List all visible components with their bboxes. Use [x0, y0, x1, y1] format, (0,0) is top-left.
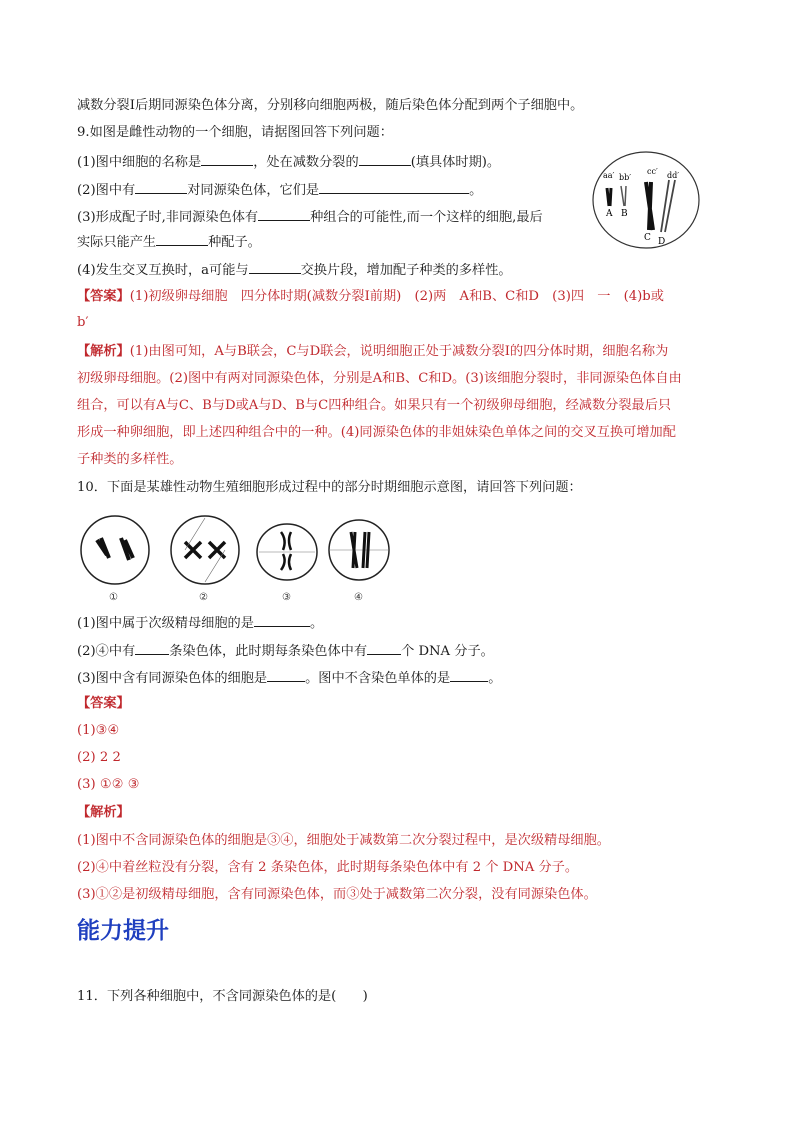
q10-p1-text-b: 。 — [309, 616, 324, 631]
q9-blank-2[interactable] — [359, 152, 411, 166]
q9-analysis-text-1: (1)由图可知，A与B联会，C与D联会，说明细胞正处于减数分裂Ⅰ的四分体时期，细胞名称为 — [129, 344, 669, 359]
q9-label-A: A — [606, 209, 613, 219]
q9-answer-text-1: (1)初级卵母细胞 四分体时期(减数分裂Ⅰ前期) (2)两 A和B、C和D (3)四 一 (4)b或 — [129, 289, 664, 304]
q10-analysis-tag: 【解析】 — [77, 805, 130, 820]
q10-cell-2-chromosomes — [185, 542, 225, 558]
q9-p4-text-b: 交换片段，增加配子种类的多样性。 — [300, 263, 512, 278]
top-line: 减数分裂Ⅰ后期同源染色体分离，分别移向细胞两极，随后染色体分配到两个子细胞中。 — [77, 98, 584, 113]
q9-cell-svg — [591, 150, 701, 250]
q10-analysis-2: (2)④中着丝粒没有分裂，含有 2 条染色体，此时期每条染色体中有 2 个 DNA 分子。 — [77, 860, 579, 875]
q9-analysis-line-3: 组合，可以有A与C、B与D或A与D、B与C四种组合。如果只有一个初级卵母细胞，经减数分裂最后只 — [77, 398, 672, 413]
q9-blank-5[interactable] — [258, 207, 310, 221]
q10-p3-text-a: (3)图中含有同源染色体的细胞是 — [77, 671, 268, 686]
q9-p3-text-c: 实际只能产生 — [77, 235, 157, 250]
q10-cell-figures — [77, 510, 397, 606]
q9-stem: 9.如图是雌性动物的一个细胞，请据图回答下列问题： — [77, 125, 393, 140]
q9-answer-tag: 【答案】 — [77, 289, 130, 304]
q9-part2 — [77, 180, 482, 200]
q10-cell-1 — [81, 516, 149, 584]
q10-cell-1-chromosomes — [97, 538, 133, 560]
q10-p3-text-c: 。 — [488, 671, 502, 686]
q9-blank-6[interactable] — [156, 232, 208, 246]
q9-blank-7[interactable] — [249, 260, 301, 274]
q9-analysis — [77, 343, 668, 361]
q9-part3-cont — [77, 232, 261, 252]
q9-label-aa: aa′ — [603, 171, 615, 180]
q11-stem: 11．下列各种细胞中，不含同源染色体的是( ) — [77, 989, 368, 1004]
q9-label-bb: bb′ — [619, 173, 632, 182]
q9-p2-text-a: (2)图中有 — [77, 183, 136, 198]
q10-blank-3[interactable] — [367, 641, 401, 655]
q10-cell-label-1: ① — [109, 592, 118, 603]
q10-answer-3: (3) ①② ③ — [77, 777, 140, 792]
q9-p2-text-c: 。 — [469, 183, 483, 198]
q10-cell-2 — [171, 516, 239, 584]
q10-answer-2: (2) 2 2 — [77, 750, 121, 765]
q10-p2-text-b: 条染色体，此时期每条染色体中有 — [169, 644, 368, 659]
q9-analysis-tag: 【解析】 — [77, 344, 130, 359]
q10-analysis-3: (3)①②是初级精母细胞，含有同源染色体，而③处于减数第二次分裂，没有同源染色体。 — [77, 887, 597, 902]
q9-p2-text-b: 对同源染色体，它们是 — [187, 183, 320, 198]
q10-answer-tag: 【答案】 — [77, 696, 130, 711]
q9-chromosome-b — [621, 186, 626, 206]
q10-cell-2-spindle-b — [205, 550, 225, 582]
q9-answer — [77, 288, 664, 306]
q10-part1 — [77, 613, 323, 633]
q10-blank-1[interactable] — [254, 613, 310, 627]
q10-part3 — [77, 668, 501, 688]
q10-p2-text-c: 个 DNA 分子。 — [401, 644, 494, 659]
q9-blank-1[interactable] — [201, 152, 253, 166]
q9-label-B: B — [621, 209, 628, 219]
q10-cell-label-2: ② — [199, 592, 208, 603]
q9-analysis-line-4: 形成一种卵细胞，即上述四种组合中的一种。(4)同源染色体的非姐妹染色单体之间的交叉互换可增加配 — [77, 425, 676, 440]
q10-analysis-1: (1)图中不含同源染色体的细胞是③④，细胞处于减数第二次分裂过程中，是次级精母细胞。 — [77, 833, 610, 848]
q10-cells-svg — [77, 510, 397, 606]
q10-cell-2-spindle-a — [185, 518, 205, 550]
q9-p3-text-a: (3)形成配子时,非同源染色体有 — [77, 210, 259, 225]
q10-answer-1: (1)③④ — [77, 723, 120, 738]
q9-p3-text-b: 种组合的可能性,而一个这样的细胞,最后 — [310, 210, 543, 225]
q9-p4-text-a: (4)发生交叉互换时，a可能与 — [77, 263, 249, 278]
q9-part4 — [77, 260, 512, 280]
q10-p3-text-b: 。图中不含染色单体的是 — [305, 671, 451, 686]
q10-blank-5[interactable] — [450, 668, 488, 682]
q9-answer-cont: b′ — [77, 315, 89, 330]
q10-blank-4[interactable] — [267, 668, 305, 682]
q9-label-C: C — [644, 233, 651, 243]
q9-chromosome-c — [646, 182, 653, 230]
q9-cell-figure — [591, 150, 701, 250]
q9-blank-4[interactable] — [319, 180, 469, 194]
q9-part1 — [77, 152, 500, 172]
q9-label-D: D — [658, 237, 666, 247]
q9-analysis-line-5: 子种类的多样性。 — [77, 452, 183, 467]
q10-cell-label-3: ③ — [282, 592, 291, 603]
q10-p1-text-a: (1)图中属于次级精母细胞的是 — [77, 616, 254, 631]
q10-cell-label-4: ④ — [354, 592, 363, 603]
q9-p1-text-b: ，处在减数分裂的 — [253, 155, 359, 170]
q10-blank-2[interactable] — [135, 641, 169, 655]
q10-cell-3-chromosomes — [281, 532, 291, 570]
q9-analysis-line-2: 初级卵母细胞。(2)图中有两对同源染色体，分别是A和B、C和D。(3)该细胞分裂时，非同源染色体自由 — [77, 371, 682, 386]
q9-label-dd: dd′ — [667, 171, 680, 180]
q10-stem: 10．下面是某雄性动物生殖细胞形成过程中的部分时期细胞示意图，请回答下列问题： — [77, 480, 582, 495]
q9-p1-text-a: (1)图中细胞的名称是 — [77, 155, 202, 170]
q9-part3 — [77, 207, 543, 227]
q9-blank-3[interactable] — [135, 180, 187, 194]
q9-p3-text-d: 种配子。 — [208, 235, 261, 250]
q9-label-cc: cc′ — [647, 167, 658, 176]
q10-p2-text-a: (2)④中有 — [77, 644, 136, 659]
q9-chromosome-a — [607, 188, 611, 206]
q9-chromosome-d — [661, 180, 675, 232]
section-heading: 能力提升 — [77, 918, 169, 944]
q9-p1-text-c: (填具体时期)。 — [410, 155, 501, 170]
q10-part2 — [77, 641, 494, 661]
